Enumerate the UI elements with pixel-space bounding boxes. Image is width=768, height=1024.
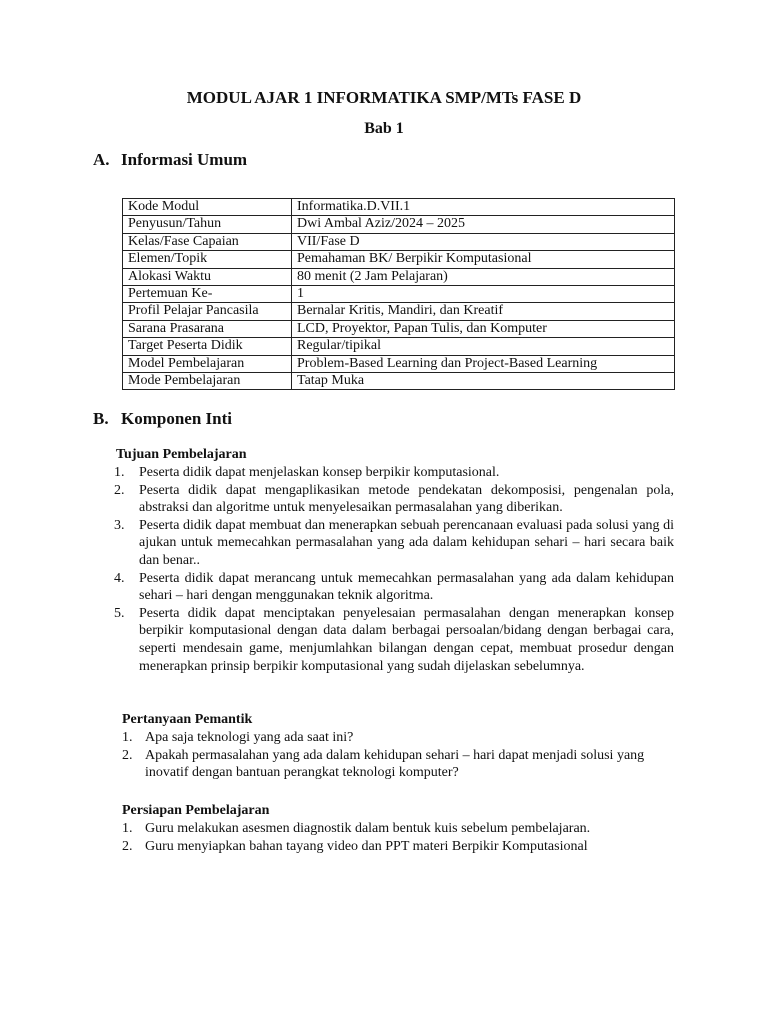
list-item — [112, 482, 674, 517]
table-row — [123, 199, 675, 216]
table-key: Sarana Prasarana — [123, 320, 292, 337]
chapter-title: Bab 1 — [364, 120, 404, 137]
section-b-title: Komponen Inti — [121, 409, 232, 428]
list-item — [112, 605, 674, 675]
list-item-text: Apakah permasalahan yang ada dalam kehidupan sehari – hari dapat menjadi solusi yang inovatif dengan bantuan perangkat teknologi komputer? — [145, 747, 645, 781]
list-item-text: Guru menyiapkan bahan tayang video dan PPT materi Berpikir Komputasional — [145, 838, 588, 854]
learning-preparation-list — [112, 820, 674, 855]
table-value: Regular/tipikal — [292, 338, 675, 355]
table-value: VII/Fase D — [292, 233, 675, 250]
list-item — [112, 838, 674, 856]
learning-preparation — [112, 802, 674, 855]
table-key: Penyusun/Tahun — [123, 216, 292, 233]
list-number: 2. — [122, 747, 133, 763]
table-row — [123, 251, 675, 268]
list-item-text: Apa saja teknologi yang ada saat ini? — [145, 730, 354, 745]
list-number: 5. — [114, 605, 125, 621]
table-key: Mode Pembelajaran — [123, 372, 292, 389]
list-number: 2. — [122, 838, 133, 854]
table-row — [123, 320, 675, 337]
table-row — [123, 285, 675, 302]
list-item — [112, 517, 674, 570]
table-row — [123, 372, 675, 389]
table-row — [123, 338, 675, 355]
list-item-text: Guru melakukan asesmen diagnostik dalam bentuk kuis sebelum pembelajaran. — [145, 821, 591, 836]
list-item-text: Peserta didik dapat membuat dan menerapkan sebuah perencanaan evaluasi pada solusi yang di ajukan untuk memecahkan permasalahan yang ada dalam kehidupan sehari – hari secara baik dan benar.. — [139, 517, 674, 568]
section-a-heading — [93, 149, 247, 171]
table-value: 1 — [292, 285, 675, 302]
table-value: Dwi Ambal Aziz/2024 – 2025 — [292, 216, 675, 233]
table-value: 80 menit (2 Jam Pelajaran) — [292, 268, 675, 285]
guiding-questions — [112, 711, 674, 782]
table-value: Tatap Muka — [292, 372, 675, 389]
list-item-text: Peserta didik dapat menciptakan penyelesaian permasalahan dengan menerapkan konsep berpikir komputasional dengan data dalam berbagai persoalan/bidang dengan berbagai cara, seperti mendesain game, menjumlahkan bilangan dengan cepat, membuat prosedur dengan menerapkan prinsip berpikir komputasional yang sudah dijelaskan sebelumnya. — [139, 605, 674, 674]
guiding-questions-list — [112, 729, 674, 782]
table-key: Target Peserta Didik — [123, 338, 292, 355]
list-number: 2. — [114, 482, 125, 498]
table-row — [123, 355, 675, 372]
info-table — [122, 198, 675, 390]
table-value: Informatika.D.VII.1 — [292, 199, 675, 216]
table-value: LCD, Proyektor, Papan Tulis, dan Komputer — [292, 320, 675, 337]
table-row — [123, 233, 675, 250]
section-a-letter: A. — [93, 150, 110, 169]
section-b-letter: B. — [93, 409, 109, 428]
table-key: Model Pembelajaran — [123, 355, 292, 372]
list-number: 3. — [114, 517, 125, 533]
table-row — [123, 303, 675, 320]
table-value: Pemahaman BK/ Berpikir Komputasional — [292, 251, 675, 268]
list-item-text: Peserta didik dapat menjelaskan konsep berpikir komputasional. — [139, 465, 500, 480]
learning-objectives-heading: Tujuan Pembelajaran — [116, 447, 247, 462]
list-item — [112, 570, 674, 605]
table-value: Bernalar Kritis, Mandiri, dan Kreatif — [292, 303, 675, 320]
list-number: 4. — [114, 570, 125, 586]
section-b-heading — [93, 408, 232, 430]
list-item — [112, 464, 674, 482]
table-value: Problem-Based Learning dan Project-Based Learning — [292, 355, 675, 372]
list-number: 1. — [114, 465, 125, 480]
list-number: 1. — [122, 730, 133, 745]
list-item — [112, 747, 674, 782]
list-item-text: Peserta didik dapat merancang untuk memecahkan permasalahan yang ada dalam kehidupan sehari – hari dengan menggunakan teknik algoritma. — [139, 570, 674, 604]
table-key: Elemen/Topik — [123, 251, 292, 268]
table-key: Kode Modul — [123, 199, 292, 216]
table-row — [123, 216, 675, 233]
list-item — [112, 820, 674, 838]
table-row — [123, 268, 675, 285]
table-key: Kelas/Fase Capaian — [123, 233, 292, 250]
list-item-text: Peserta didik dapat mengaplikasikan metode pendekatan dekomposisi, pengenalan pola, abstraksi dan algoritme untuk menyelesaikan permasalahan yang diberikan. — [139, 482, 674, 516]
learning-objectives — [112, 446, 674, 675]
learning-objectives-list — [112, 464, 674, 675]
document-title: MODUL AJAR 1 INFORMATIKA SMP/MTs FASE D — [186, 88, 582, 107]
guiding-questions-heading: Pertanyaan Pemantik — [122, 712, 253, 727]
table-key: Alokasi Waktu — [123, 268, 292, 285]
section-a-title: Informasi Umum — [121, 150, 248, 169]
list-number: 1. — [122, 821, 133, 836]
list-item — [112, 729, 674, 747]
learning-preparation-heading: Persiapan Pembelajaran — [122, 803, 270, 818]
table-key: Profil Pelajar Pancasila — [123, 303, 292, 320]
table-key: Pertemuan Ke- — [123, 285, 292, 302]
